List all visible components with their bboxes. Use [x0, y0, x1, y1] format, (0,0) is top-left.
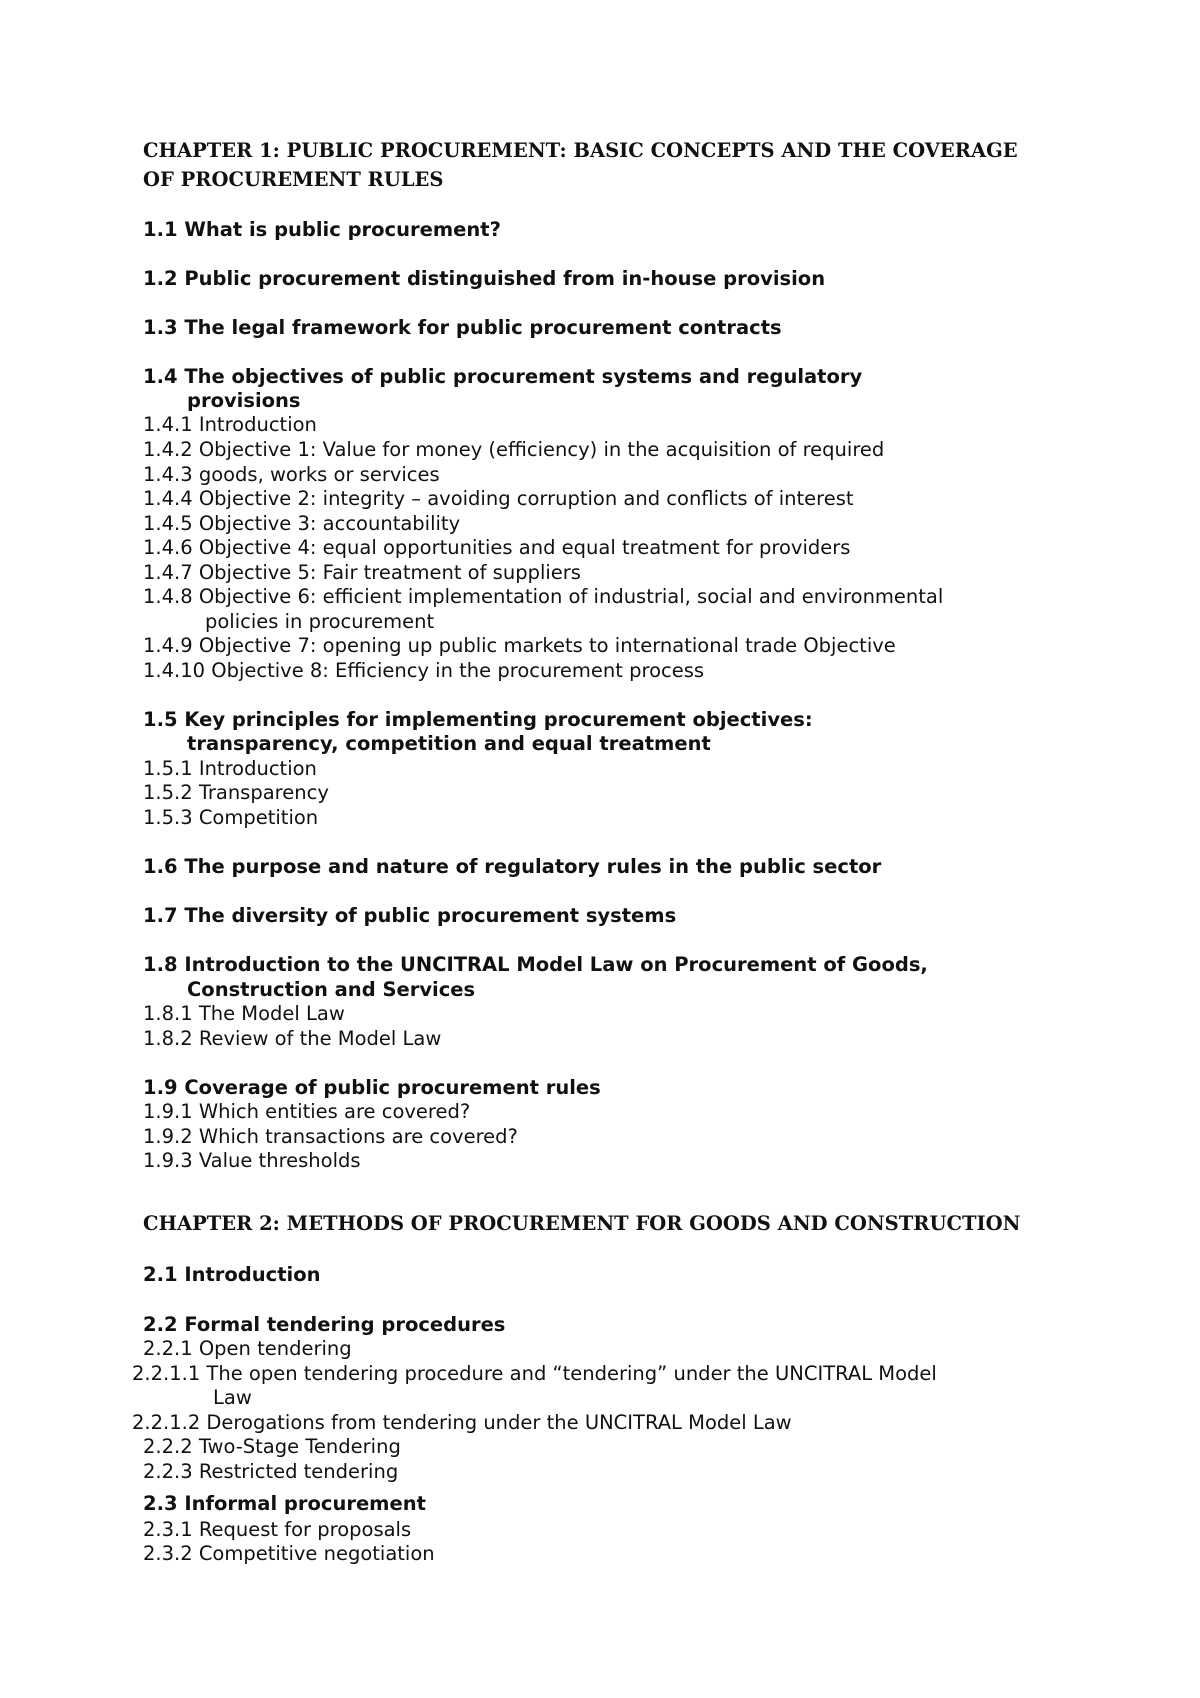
- list-item: 1.4.2 Objective 1: Value for money (efficiency) in the acquisition of required: [143, 438, 885, 461]
- list-item: 2.2.1.1 The open tendering procedure and “tendering” under the UNCITRAL Model: [132, 1362, 937, 1385]
- list-item: 1.5.3 Competition: [143, 806, 319, 829]
- list-item: 2.2.1.2 Derogations from tendering under the UNCITRAL Model Law: [132, 1411, 792, 1434]
- section-1-4: 1.4 The objectives of public procurement systems and regulatory: [143, 365, 863, 388]
- section-1-6: 1.6 The purpose and nature of regulatory rules in the public sector: [143, 855, 882, 878]
- section-1-5-cont: transparency, competition and equal treatment: [187, 732, 711, 755]
- list-item: 1.8.1 The Model Law: [143, 1002, 345, 1025]
- section-1-3: 1.3 The legal framework for public procurement contracts: [143, 316, 782, 339]
- section-1-4-cont: provisions: [187, 389, 301, 412]
- list-item-cont: policies in procurement: [205, 610, 435, 633]
- section-1-8-cont: Construction and Services: [187, 978, 476, 1001]
- list-item: 2.2.2 Two-Stage Tendering: [143, 1435, 401, 1458]
- list-item: 1.9.3 Value thresholds: [143, 1149, 361, 1172]
- section-1-7: 1.7 The diversity of public procurement systems: [143, 904, 677, 927]
- list-item: 1.5.2 Transparency: [143, 781, 329, 804]
- list-item: 1.8.2 Review of the Model Law: [143, 1027, 442, 1050]
- section-1-8: 1.8 Introduction to the UNCITRAL Model Law on Procurement of Goods,: [143, 953, 928, 976]
- list-item: 1.4.6 Objective 4: equal opportunities and equal treatment for providers: [143, 536, 851, 559]
- list-item: 2.2.3 Restricted tendering: [143, 1460, 399, 1483]
- list-item: 1.9.1 Which entities are covered?: [143, 1100, 471, 1123]
- list-item: 1.4.3 goods, works or services: [143, 463, 440, 486]
- section-1-2: 1.2 Public procurement distinguished from in-house provision: [143, 267, 826, 290]
- list-item: 2.3.2 Competitive negotiation: [143, 1542, 435, 1565]
- section-2-1: 2.1 Introduction: [143, 1263, 321, 1286]
- section-1-1: 1.1 What is public procurement?: [143, 218, 501, 241]
- list-item: 2.3.1 Request for proposals: [143, 1518, 412, 1541]
- section-1-9: 1.9 Coverage of public procurement rules: [143, 1076, 601, 1099]
- section-2-3: 2.3 Informal procurement: [143, 1492, 426, 1515]
- list-item: 1.4.1 Introduction: [143, 413, 317, 436]
- list-item: 1.4.9 Objective 7: opening up public markets to international trade Objective: [143, 634, 896, 657]
- chapter-1-title-cont: OF PROCUREMENT RULES: [143, 168, 444, 191]
- list-item: 1.9.2 Which transactions are covered?: [143, 1125, 518, 1148]
- chapter-1-title: CHAPTER 1: PUBLIC PROCUREMENT: BASIC CONCEPTS AND THE COVERAGE: [143, 139, 1018, 162]
- section-2-2: 2.2 Formal tendering procedures: [143, 1313, 506, 1336]
- list-item: 1.4.10 Objective 8: Efficiency in the procurement process: [143, 659, 705, 682]
- list-item: 1.4.4 Objective 2: integrity – avoiding corruption and conflicts of interest: [143, 487, 854, 510]
- list-item: 2.2.1 Open tendering: [143, 1337, 352, 1360]
- section-1-5: 1.5 Key principles for implementing procurement objectives:: [143, 708, 813, 731]
- list-item: 1.4.7 Objective 5: Fair treatment of suppliers: [143, 561, 581, 584]
- list-item: 1.4.8 Objective 6: efficient implementation of industrial, social and environmental: [143, 585, 944, 608]
- chapter-2-title: CHAPTER 2: METHODS OF PROCUREMENT FOR GOODS AND CONSTRUCTION: [143, 1212, 1021, 1235]
- list-item-cont: Law: [213, 1386, 252, 1409]
- list-item: 1.5.1 Introduction: [143, 757, 317, 780]
- list-item: 1.4.5 Objective 3: accountability: [143, 512, 461, 535]
